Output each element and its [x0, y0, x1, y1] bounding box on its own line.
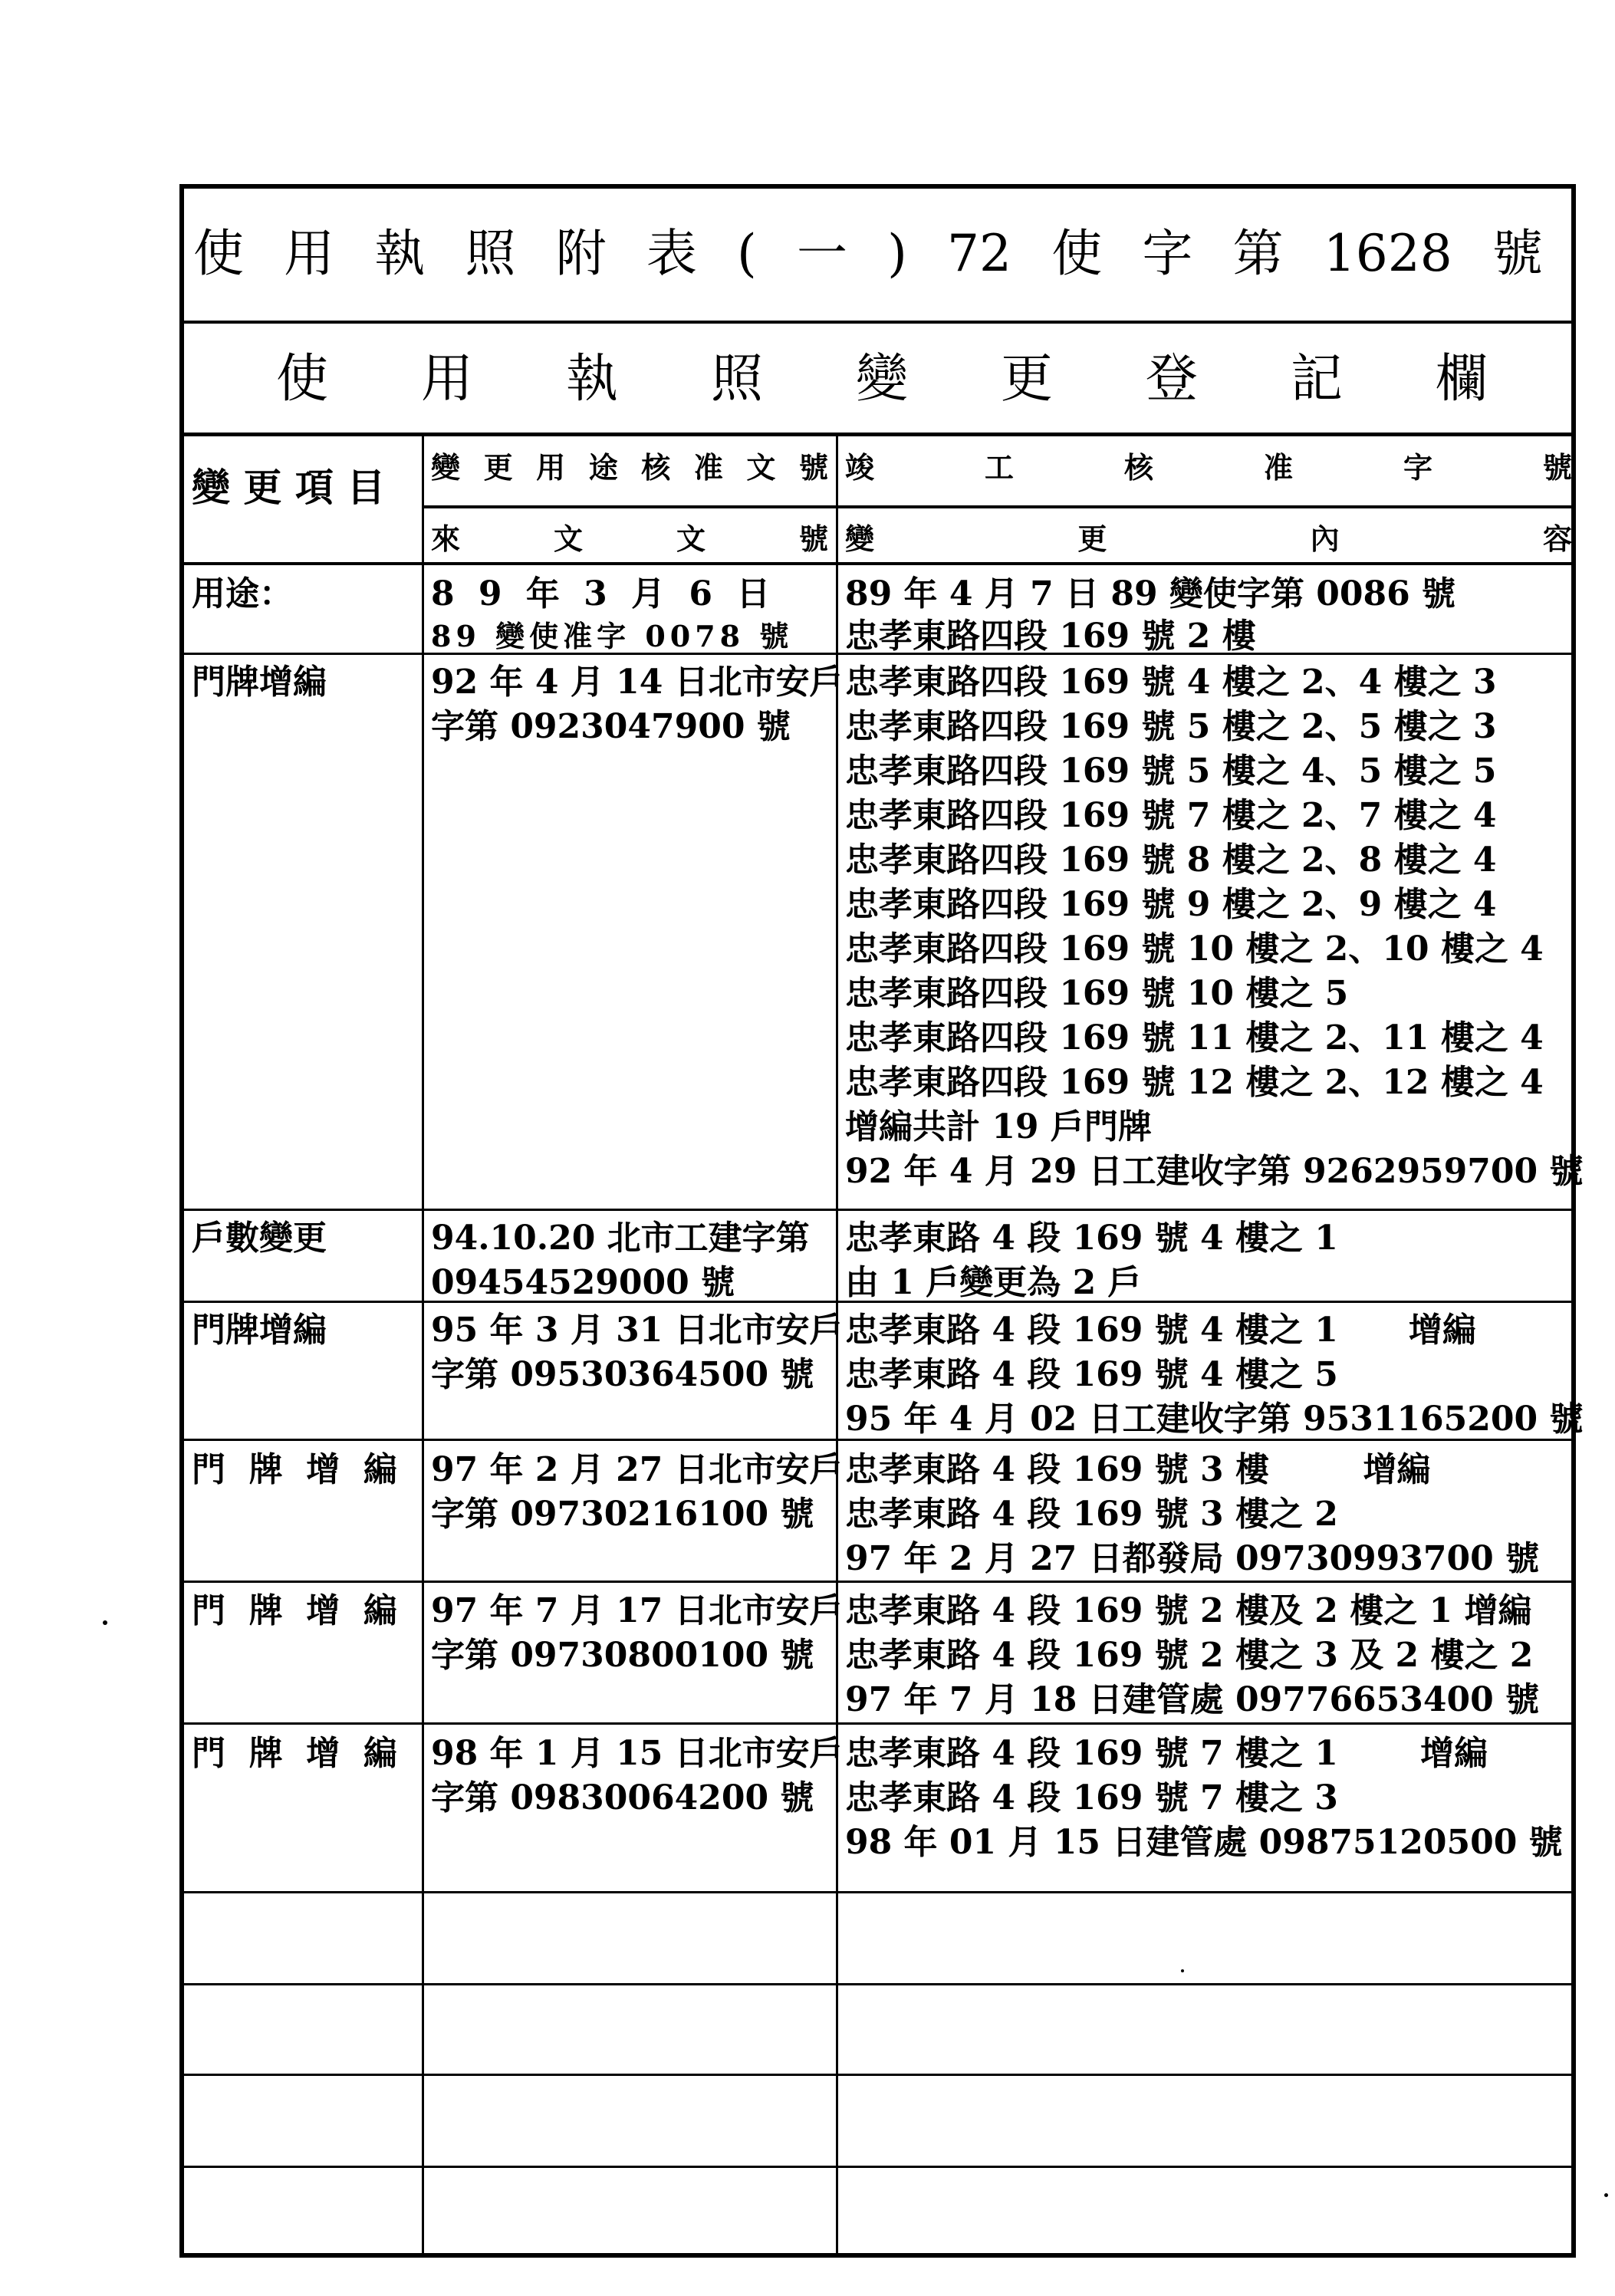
row-2-content-line-6: 忠孝東路四段 169 號 9 樓之 2、9 樓之 4 [845, 885, 1497, 924]
rule-row-2 [184, 1209, 1571, 1211]
header-change-item: 變 更 項 目 [192, 465, 386, 510]
row-2-content-line-9: 忠孝東路四段 169 號 11 樓之 2、11 樓之 4 [845, 1018, 1544, 1058]
row-2-doc-line-2: 字第 0923047900 號 [431, 707, 791, 746]
usage-permit-attachment-form [179, 184, 1584, 2258]
row-7-content-line-3: 98 年 01 月 15 日建管處 09875120500 號 [845, 1823, 1563, 1862]
row-7-item: 門 牌 增 編 [192, 1734, 397, 1773]
header-completion-approval-no: 竣 工 核 准 字 號 [845, 450, 1572, 485]
rule-below-header [184, 562, 1571, 565]
row-4-content-line-1: 忠孝東路 4 段 169 號 4 樓之 1 增編 [845, 1311, 1476, 1350]
row-2-content-line-4: 忠孝東路四段 169 號 7 樓之 2、7 樓之 4 [845, 796, 1497, 835]
row-4-content-line-2: 忠孝東路 4 段 169 號 4 樓之 5 [845, 1355, 1338, 1394]
row-2-content-line-12: 92 年 4 月 29 日工建收字第 9262959700 號 [845, 1152, 1584, 1191]
row-6-content-line-3: 97 年 7 月 18 日建管處 09776653400 號 [845, 1680, 1540, 1719]
row-6-doc-line-2: 字第 09730800100 號 [431, 1636, 814, 1675]
header-approval-doc-no: 變 更 用 途 核 准 文 號 [431, 450, 828, 485]
row-5-content-line-2: 忠孝東路 4 段 169 號 3 樓之 2 [845, 1495, 1338, 1534]
row-2-content-line-5: 忠孝東路四段 169 號 8 樓之 2、8 樓之 4 [845, 840, 1497, 880]
row-6-content-line-2: 忠孝東路 4 段 169 號 2 樓之 3 及 2 樓之 2 [845, 1636, 1534, 1675]
row-6-doc-line-1: 97 年 7 月 17 日北市安戶 [431, 1591, 844, 1630]
title: 使 用 執 照 附 表 ( 一 ) 72 使 字 第 1628 號 [193, 224, 1543, 283]
row-2-content-line-2: 忠孝東路四段 169 號 5 樓之 2、5 樓之 3 [845, 707, 1497, 746]
row-1-doc-line-1: 8 9 年 3 月 6 日 [431, 574, 777, 613]
header-change-content: 變 更 內 容 [845, 521, 1572, 556]
row-4-item: 門牌增編 [192, 1311, 327, 1350]
header-incoming-doc-no: 來 文 文 號 [431, 521, 828, 556]
subtitle: 使 用 執 照 變 更 登 記 欄 [276, 349, 1488, 410]
rule-row-6 [184, 1722, 1571, 1725]
row-6-content-line-1: 忠孝東路 4 段 169 號 2 樓及 2 樓之 1 增編 [845, 1591, 1532, 1630]
row-2-content-line-10: 忠孝東路四段 169 號 12 樓之 2、12 樓之 4 [845, 1063, 1544, 1102]
row-1-content-line-2: 忠孝東路四段 169 號 2 樓 [845, 617, 1256, 656]
row-2-doc-line-1: 92 年 4 月 14 日北市安戶 [431, 663, 844, 702]
row-2-item: 門牌增編 [192, 663, 327, 702]
row-2-content-line-1: 忠孝東路四段 169 號 4 樓之 2、4 樓之 3 [845, 663, 1497, 702]
rule-row-10 [184, 2166, 1571, 2168]
row-2-content-line-8: 忠孝東路四段 169 號 10 樓之 5 [845, 974, 1349, 1013]
row-1-item: 用途： [192, 574, 293, 613]
rule-header-middle [423, 505, 1571, 508]
rule-row-9 [184, 2074, 1571, 2076]
row-5-doc-line-2: 字第 09730216100 號 [431, 1495, 814, 1534]
row-3-content-line-2: 由 1 戶變更為 2 戶 [845, 1263, 1142, 1302]
row-7-content-line-2: 忠孝東路 4 段 169 號 7 樓之 3 [845, 1778, 1338, 1817]
row-7-doc-line-2: 字第 09830064200 號 [431, 1778, 814, 1817]
row-3-doc-line-1: 94.10.20 北市工建字第 [431, 1219, 810, 1258]
row-5-content-line-1: 忠孝東路 4 段 169 號 3 樓 增編 [845, 1450, 1431, 1489]
row-5-doc-line-1: 97 年 2 月 27 日北市安戶 [431, 1450, 844, 1489]
row-2-content-line-11: 增編共計 19 戶門牌 [845, 1107, 1152, 1146]
row-7-content-line-1: 忠孝東路 4 段 169 號 7 樓之 1 增編 [845, 1734, 1488, 1773]
scan-speck-right [1604, 2193, 1608, 2197]
rule-below-subtitle [184, 433, 1571, 436]
row-1-content-line-1: 89 年 4 月 7 日 89 變使字第 0086 號 [845, 574, 1456, 613]
row-3-doc-line-2: 09454529000 號 [431, 1263, 735, 1302]
row-4-content-line-3: 95 年 4 月 02 日工建收字第 9531165200 號 [845, 1400, 1584, 1439]
row-5-item: 門 牌 增 編 [192, 1450, 397, 1489]
row-4-doc-line-2: 字第 09530364500 號 [431, 1355, 814, 1394]
row-1-doc-line-2: 89 變使准字 0078 號 [431, 619, 794, 653]
row-2-content-line-3: 忠孝東路四段 169 號 5 樓之 4、5 樓之 5 [845, 752, 1497, 791]
row-3-item: 戶數變更 [192, 1219, 327, 1258]
scan-speck [1181, 1969, 1184, 1972]
rule-row-7 [184, 1891, 1571, 1893]
row-3-content-line-1: 忠孝東路 4 段 169 號 4 樓之 1 [845, 1219, 1338, 1258]
rule-below-title [184, 321, 1571, 324]
rule-row-8 [184, 1983, 1571, 1985]
row-2-content-line-7: 忠孝東路四段 169 號 10 樓之 2、10 樓之 4 [845, 929, 1544, 969]
row-4-doc-line-1: 95 年 3 月 31 日北市安戶 [431, 1311, 844, 1350]
rule-col-1 [422, 434, 424, 2253]
row-5-content-line-3: 97 年 2 月 27 日都發局 09730993700 號 [845, 1539, 1540, 1578]
row-7-doc-line-1: 98 年 1 月 15 日北市安戶 [431, 1734, 844, 1773]
scan-speck-left [103, 1620, 107, 1625]
row-6-item: 門 牌 增 編 [192, 1591, 397, 1630]
